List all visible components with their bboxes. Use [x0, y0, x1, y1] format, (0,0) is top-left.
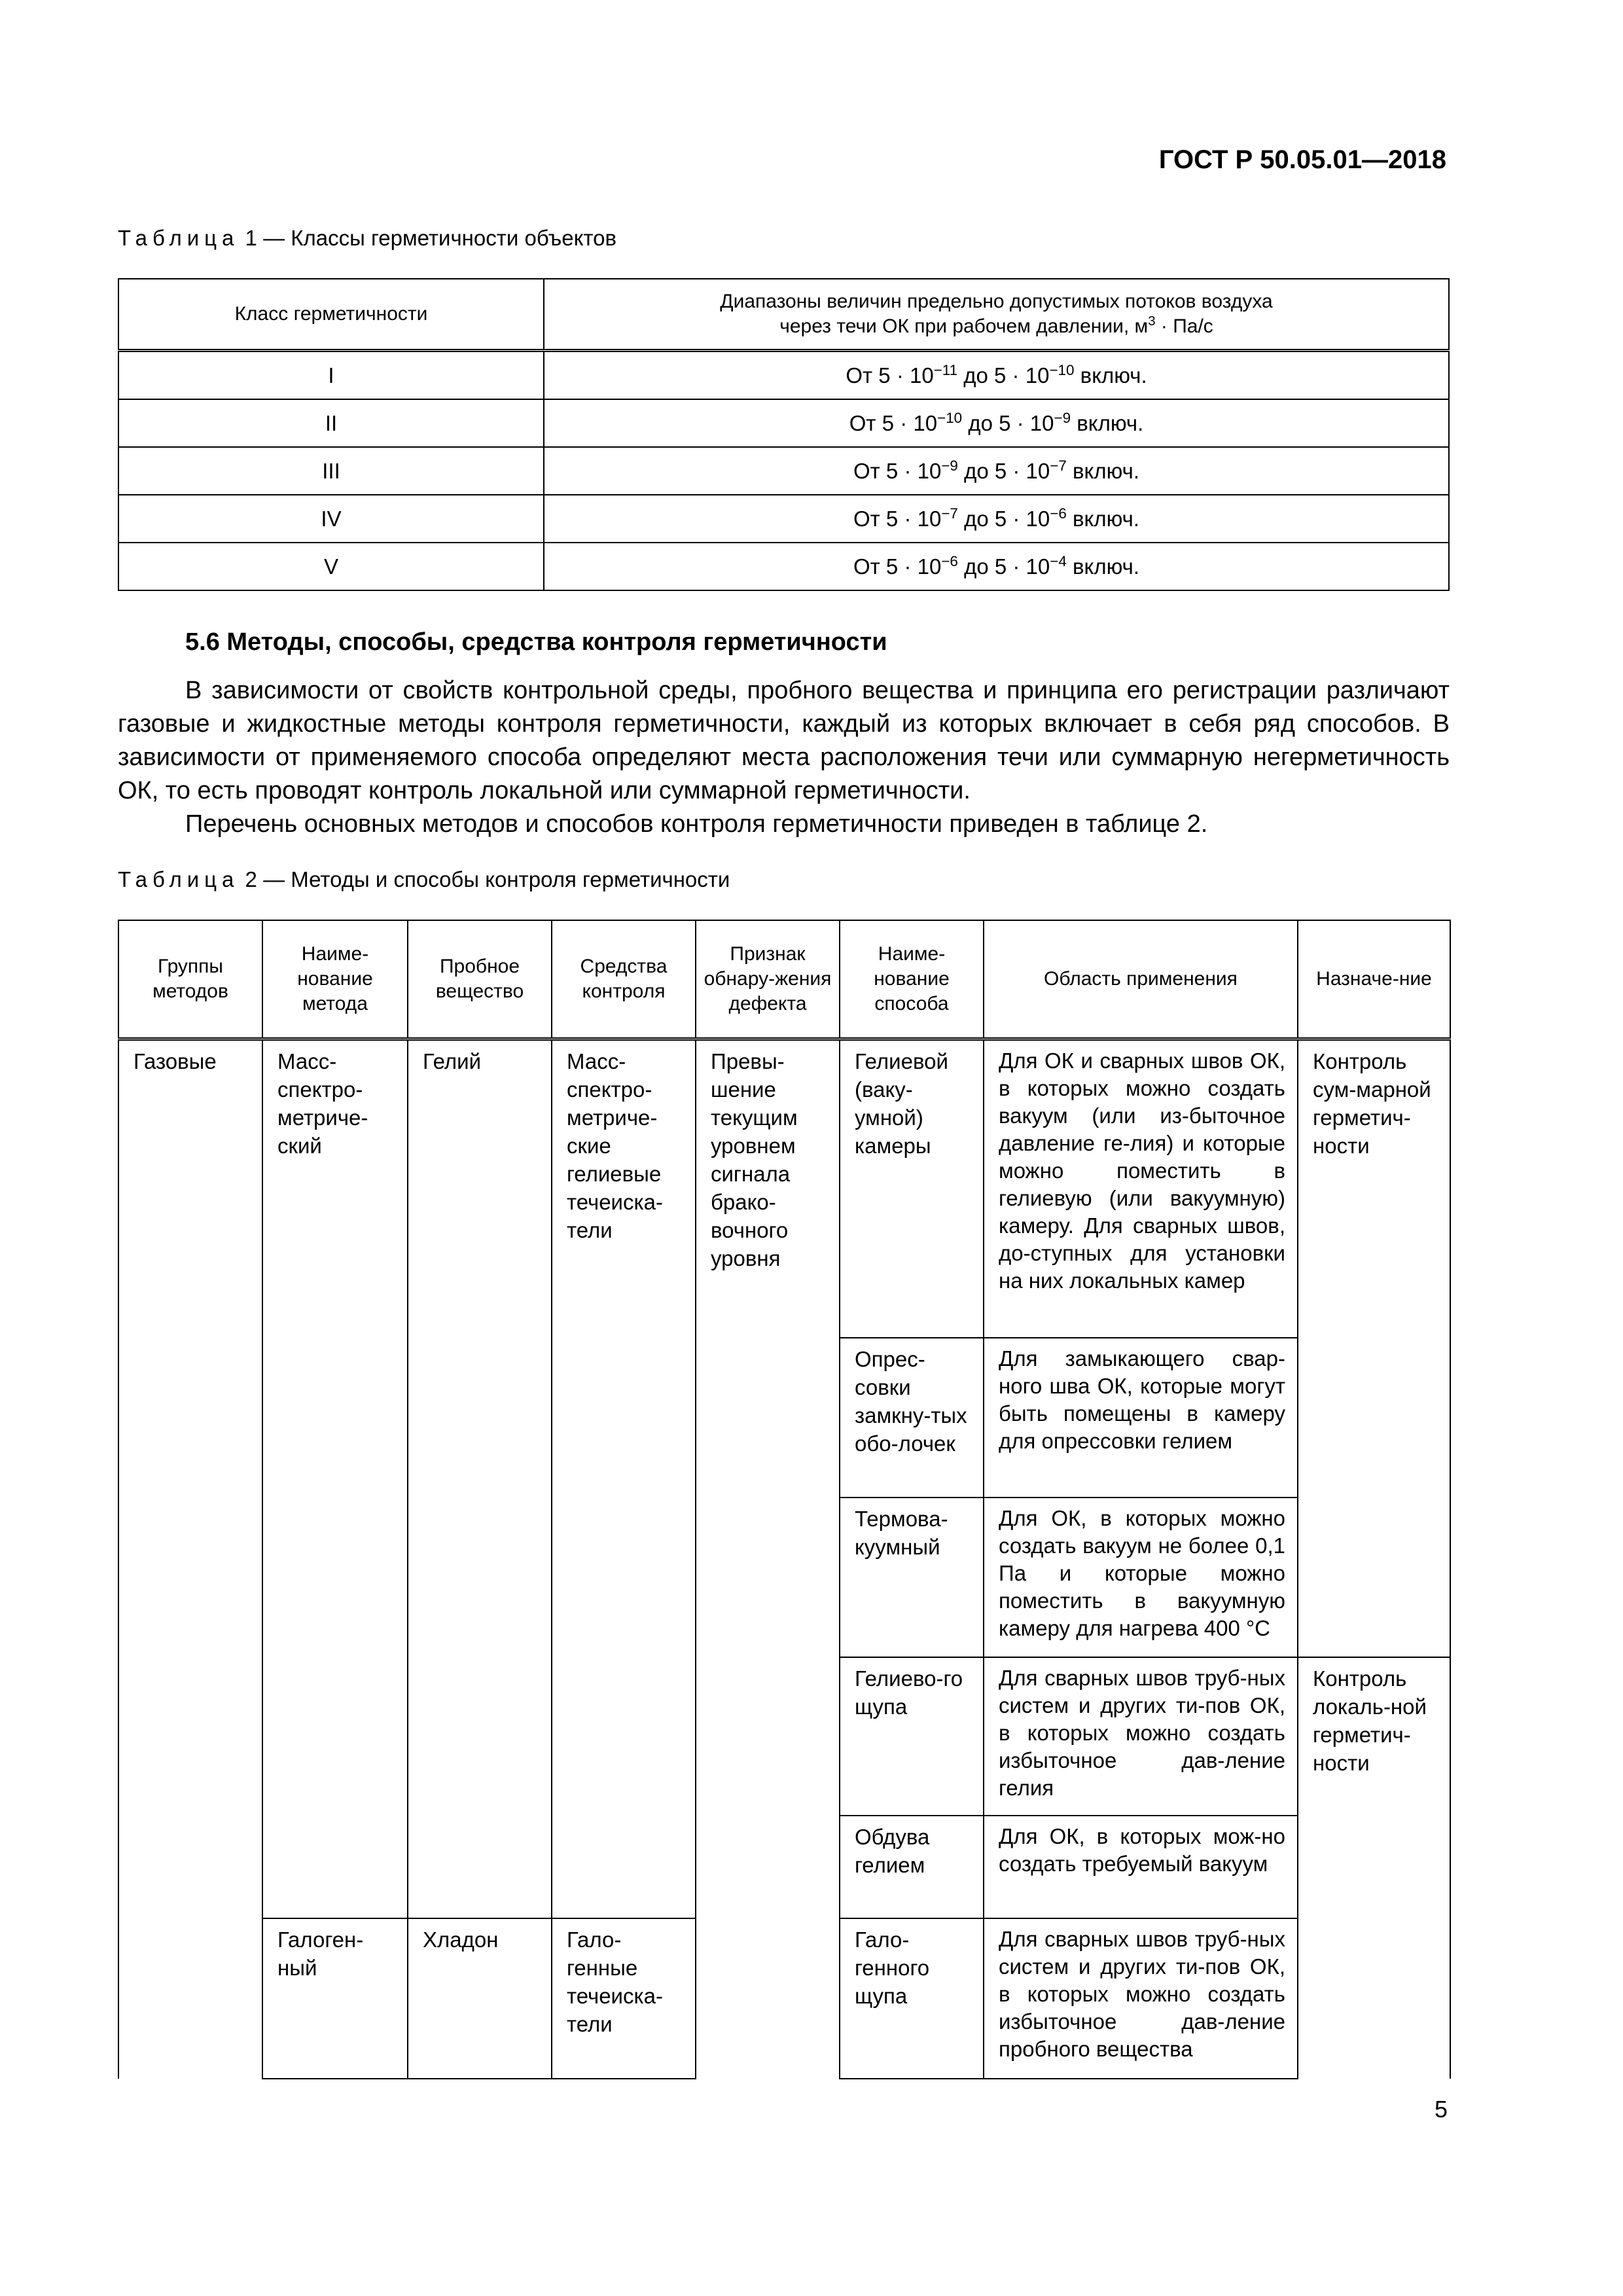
table1-row	[118, 543, 1449, 590]
t2-way-application: Для замыкающего свар-ного шва ОК, которые могут быть помещены в камеру для опрессовки гелием	[984, 1338, 1298, 1498]
standard-designation: ГОСТ Р 50.05.01—2018	[1158, 145, 1446, 174]
section-heading: 5.6 Методы, способы, средства контроля герметичности	[185, 628, 887, 656]
t2-way-name: Обдува гелием	[840, 1816, 984, 1918]
t2-group: Газовые	[118, 1039, 262, 2079]
table1-row	[118, 351, 1449, 400]
table1-range-cell: От $5 \cdot 10^{-11}$ до $5 \cdot 10^{-10}$ включ.	[544, 351, 1449, 400]
t2-way-name: Термова-куумный	[840, 1498, 984, 1657]
table1-row	[118, 447, 1449, 495]
table1-caption: Таблица 1 — Классы герметичности объектов	[118, 226, 617, 250]
page-number: 5	[1434, 2096, 1448, 2123]
table1-row	[118, 495, 1449, 543]
t2-way-application: Для ОК, в которых можно создать вакуум не более 0,1 Па и которые можно поместить в вакуумную камеру для нагрева 400 °С	[984, 1498, 1298, 1657]
t2-header-substance: Пробное вещество	[408, 920, 552, 1039]
t2-method-halogen: Галоген-ный	[262, 1918, 408, 2079]
table1-class-cell: II	[118, 399, 544, 447]
section-paragraph-2: Перечень основных методов и способов контроля герметичности приведен в таблице 2.	[185, 810, 1208, 838]
t2-purpose-total: Контроль сум-марной герметич-ности	[1298, 1039, 1450, 1657]
t2-way-name: Гелиевой (ваку-умной) камеры	[840, 1039, 984, 1338]
table1-range-cell: От $5 \cdot 10^{-9}$ до $5 \cdot 10^{-7}$ включ.	[544, 447, 1449, 495]
t2-way-name: Гало-генного щупа	[840, 1918, 984, 2079]
t2-means-mass: Масс-спектро-метриче-ские гелиевые течеиска-тели	[552, 1039, 696, 1918]
t2-way-application: Для ОК, в которых мож-но создать требуемый вакуум	[984, 1816, 1298, 1918]
table1-range-cell: От $5 \cdot 10^{-6}$ до $5 \cdot 10^{-4}$ включ.	[544, 543, 1449, 590]
table1-row	[118, 399, 1449, 447]
section-paragraph-1: В зависимости от свойств контрольной среды, пробного вещества и принципа его регистрации различают газовые и жидкостные методы контроля герметичности, каждый из которых включает в себя ряд способов. В зависимости от применяемого способа определяют места расположения течи или суммарную негерметичность ОК, то есть проводят контроль локальной или суммарной герметичности.	[118, 677, 1450, 804]
t2-header-purpose: Назначе-ние	[1298, 920, 1450, 1039]
table1-class-cell: IV	[118, 495, 544, 543]
t2-way-application: Для сварных швов труб-ных систем и других ти-пов ОК, в которых можно создать избыточное дав-ление гелия	[984, 1657, 1298, 1816]
table1-class-cell: I	[118, 351, 544, 400]
t2-header-application: Область применения	[984, 920, 1298, 1039]
t2-substance-helium: Гелий	[408, 1039, 552, 1918]
table1-class-cell: V	[118, 543, 544, 590]
t2-means-halogen: Гало-генные течеиска-тели	[552, 1918, 696, 2079]
table1-tightness-classes	[118, 278, 1450, 591]
t2-sign: Превы-шение текущим уровнем сигнала брако-вочного уровня	[696, 1039, 840, 2079]
t2-way-name: Гелиево-го щупа	[840, 1657, 984, 1816]
table2-methods	[118, 920, 1451, 2079]
table2-caption: Таблица 2 — Методы и способы контроля герметичности	[118, 867, 730, 891]
t2-substance-halogen: Хладон	[408, 1918, 552, 2079]
table1-class-cell: III	[118, 447, 544, 495]
t2-way-application: Для ОК и сварных швов ОК, в которых можно создать вакуум (или из-быточное давление ге-лия) и которые можно поместить в гелиевую (или вакуумную) камеру. Для сварных швов, до-ступных для установки на них локальных камер	[984, 1039, 1298, 1338]
t2-header-sign: Признак обнару-жения дефекта	[696, 920, 840, 1039]
table1-header-range: Диапазоны величин предельно допустимых потоков воздуха через течи ОК при рабочем давлении, $м^3 \cdot Па/с$	[544, 279, 1449, 351]
t2-header-means: Средства контроля	[552, 920, 696, 1039]
table1-header-class: Класс герметичности	[118, 279, 544, 351]
t2-way-name: Опрес-совки замкну-тых обо-лочек	[840, 1338, 984, 1498]
t2-header-method: Наиме-нование метода	[262, 920, 408, 1039]
t2-header-groups: Группы методов	[118, 920, 262, 1039]
table1-range-cell: От $5 \cdot 10^{-10}$ до $5 \cdot 10^{-9}$ включ.	[544, 399, 1449, 447]
t2-header-way: Наиме-нование способа	[840, 920, 984, 1039]
t2-method-mass: Масс-спектро-метриче-ский	[262, 1039, 408, 1918]
t2-way-application: Для сварных швов труб-ных систем и других ти-пов ОК, в которых можно создать избыточное дав-ление пробного вещества	[984, 1918, 1298, 2079]
table1-range-cell: От $5 \cdot 10^{-7}$ до $5 \cdot 10^{-6}$ включ.	[544, 495, 1449, 543]
t2-purpose-local: Контроль локаль-ной герметич-ности	[1298, 1657, 1450, 2079]
